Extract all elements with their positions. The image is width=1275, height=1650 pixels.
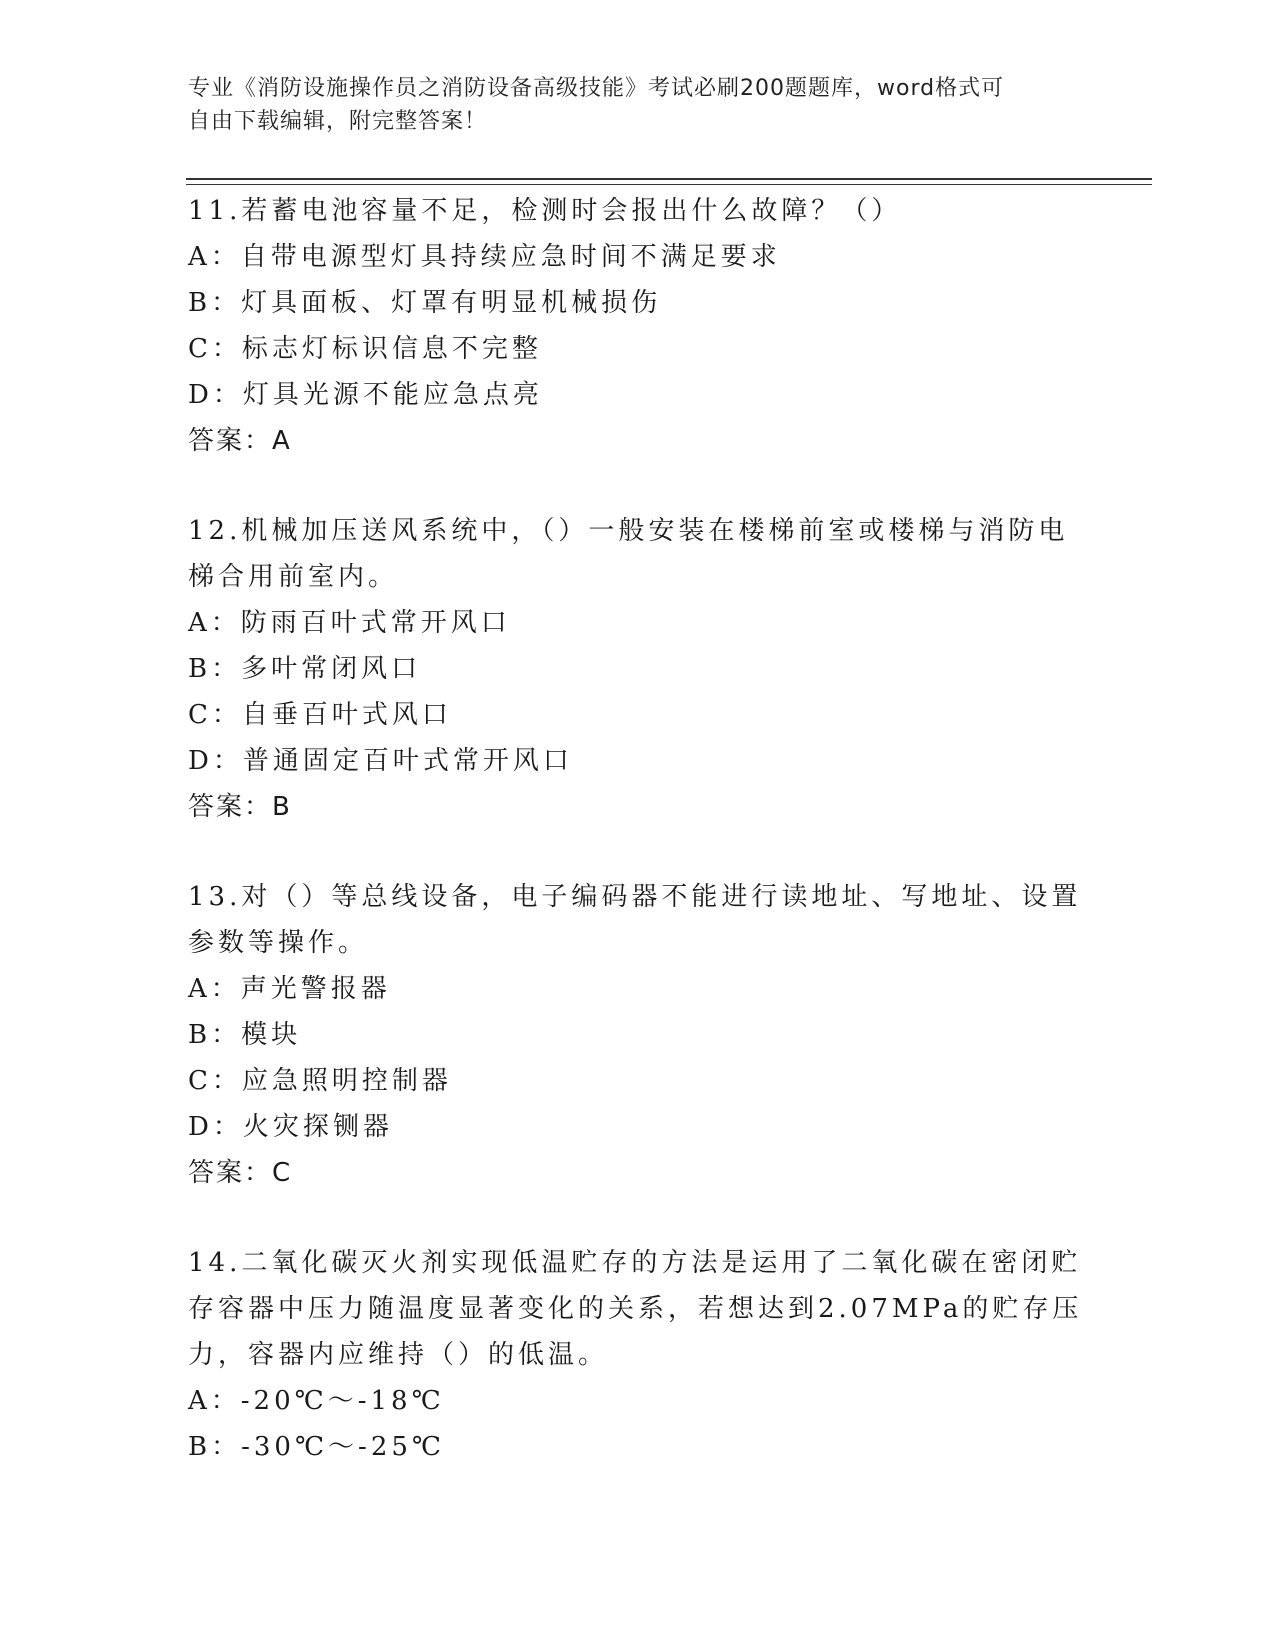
question-12 bbox=[188, 508, 1088, 830]
header-divider bbox=[186, 178, 1152, 185]
option-b: B：多叶常闭风口 bbox=[188, 654, 422, 684]
answer-label: 答案：A bbox=[188, 426, 292, 456]
answer-label: 答案：C bbox=[188, 1158, 293, 1188]
option-b: B：模块 bbox=[188, 1020, 302, 1050]
question-text: 13.对（）等总线设备，电子编码器不能进行读地址、写地址、设置参数等操作。 bbox=[188, 882, 1082, 958]
question-14 bbox=[188, 1240, 1088, 1470]
option-a: A：-20℃～-18℃ bbox=[188, 1386, 445, 1416]
question-text: 14.二氧化碳灭火剂实现低温贮存的方法是运用了二氧化碳在密闭贮存容器中压力随温度显著变化的关系，若想达到2.07MPa的贮存压力，容器内应维持（）的低温。 bbox=[188, 1248, 1083, 1370]
option-b: B：灯具面板、灯罩有明显机械损伤 bbox=[188, 288, 662, 318]
option-a: A：防雨百叶式常开风口 bbox=[188, 608, 511, 638]
question-text: 11.若蓄电池容量不足，检测时会报出什么故障？（） bbox=[188, 196, 902, 226]
question-text: 12.机械加压送风系统中，（）一般安装在楼梯前室或楼梯与消防电梯合用前室内。 bbox=[188, 516, 1069, 592]
option-b: B：-30℃～-25℃ bbox=[188, 1432, 446, 1462]
option-c: C：自垂百叶式风口 bbox=[188, 700, 452, 730]
question-list bbox=[188, 188, 1088, 1514]
option-c: C：标志灯标识信息不完整 bbox=[188, 334, 542, 364]
header-line-1: 专业《消防设施操作员之消防设备高级技能》考试必刷200题题库，word格式可 bbox=[188, 76, 1005, 101]
question-13 bbox=[188, 874, 1088, 1196]
option-d: D：普通固定百叶式常开风口 bbox=[188, 746, 573, 776]
document-header bbox=[188, 72, 1088, 138]
option-d: D：灯具光源不能应急点亮 bbox=[188, 380, 543, 410]
option-c: C：应急照明控制器 bbox=[188, 1066, 452, 1096]
option-a: A：自带电源型灯具持续应急时间不满足要求 bbox=[188, 242, 781, 272]
option-a: A：声光警报器 bbox=[188, 974, 391, 1004]
option-d: D：火灾探铡器 bbox=[188, 1112, 393, 1142]
header-line-2: 自由下载编辑，附完整答案！ bbox=[188, 109, 488, 134]
question-11 bbox=[188, 188, 1088, 464]
answer-label: 答案：B bbox=[188, 792, 292, 822]
